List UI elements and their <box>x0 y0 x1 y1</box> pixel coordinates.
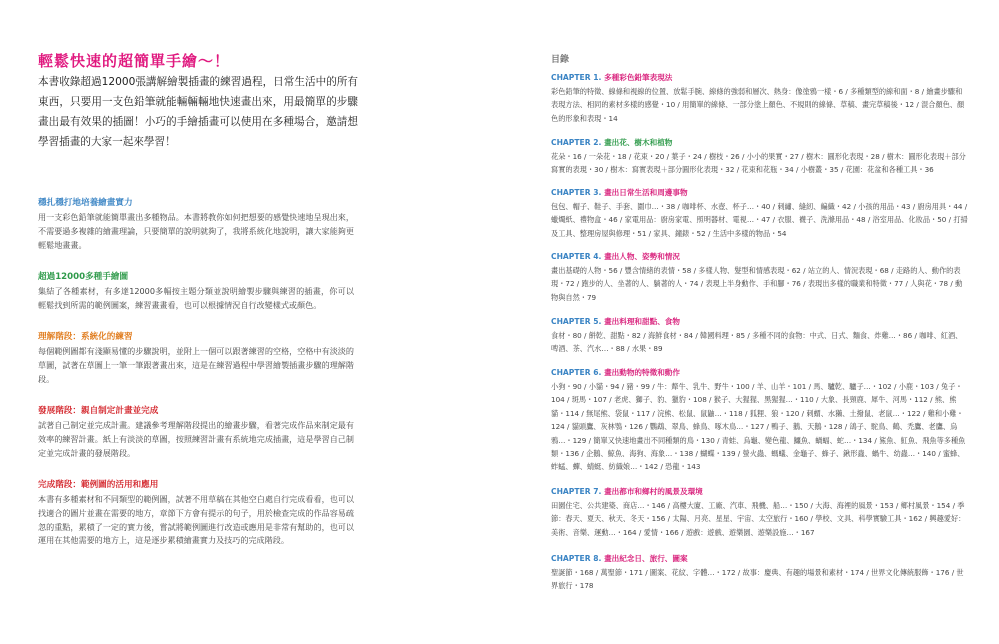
chapter-label: CHAPTER 3. <box>551 188 602 197</box>
chapter-contents: 花朵・16 / 一朵花・18 / 花束・20 / 葉子・24 / 樹枝・26 / 小小的果實・27 / 樹木：圓形化表現・28 / 樹木：圓形化表現＋部分寫實的表現・30 / 樹木：寫實表現＋部分圓形化表現・32 / 花束和花瓶・34 / 小樹叢・35 / 花園：花盆和各種工具・36 <box>551 152 966 175</box>
section-heading: 理解階段：系統化的練習 <box>38 332 133 342</box>
chapter-contents: 彩色鉛筆的特徵、線條和視線的位置、放鬆手腕、線條的強弱和層次、熱身：像塗鴉一樣・6 / 多種類型的線和面・8 / 繪畫步驟和表現方法、相同的素材多樣的感覺・10 / 用簡單的線條、一部分塗上顏色、不規則的線條、草稿、畫完草稿後・12 / 混合顏色、顏色的形象和表現・14 <box>551 87 965 123</box>
chapter-title: 畫出日常生活和周邊事物 <box>604 188 688 197</box>
section-body: 試著自己制定並完成計畫。建議參考理解階段提出的繪畫步驟，看著完成作品來制定最有效率的練習計畫。紙上有淡淡的草圖，按照練習計畫有系統地完成插畫，這是學習自己制定並完成計畫的發展階段。 <box>38 420 354 458</box>
chapter-label: CHAPTER 1. <box>551 73 602 82</box>
chapter-heading <box>551 486 969 497</box>
section-body: 用一支彩色鉛筆就能簡單畫出多種物品。本書將教你如何把想要的感覺快速地呈現出來，不需要過多複雜的繪畫理論，只要簡單的說明就夠了，我將系統化地說明，讓大家能夠更輕鬆地畫畫。 <box>38 212 354 250</box>
chapter-contents: 畫出基礎的人物・56 / 豐含情緒的表情・58 / 多樣人物、髮型和情感表現・62 / 站立的人、情況表現・68 / 走路的人、動作的表現・72 / 跑步的人、坐著的人、躺著的人・74 / 表現上半身動作、手和腳・76 / 表現出多樣的職業和特徵・77 / 人與花・78 / 動物與自然・79 <box>551 266 963 302</box>
section-heading: 完成階段：範例圖的活用和應用 <box>38 480 159 490</box>
chapter-heading <box>551 187 969 198</box>
chapter-heading <box>551 367 969 378</box>
section-body: 每個範例圖都有淺顯易懂的步驟說明，並附上一個可以跟著練習的空格，空格中有淡淡的草圖，試著在草圖上一筆一筆跟著畫出來，這是在練習過程中學習繪製插畫步驟的理解階段。 <box>38 346 354 384</box>
toc-page <box>551 0 971 644</box>
section-12000-drawings <box>38 270 354 313</box>
chapter-label: CHAPTER 4. <box>551 252 602 261</box>
section-heading: 穩扎穩打地培養繪畫實力 <box>38 198 133 208</box>
chapter-title: 畫出動物的特徵和動作 <box>604 368 680 377</box>
section-body: 本書有多種素材和不同類型的範例圖，試著不用草稿在其他空白處自行完成看看，也可以找適合的圖片並畫在需要的地方，章節下方會有提示的句子，用於檢查完成的作品容易疏忽的重點，累積了一定的實力後，嘗試將範例圖進行改造或應用是非常有幫助的，也可以運用在其他需要的地方上，這是逐步累積繪畫實力及技巧的完成階段。 <box>38 494 354 546</box>
chapter-contents: 聖誕節・168 / 萬聖節・171 / 圖案、花紋、字體…・172 / 故事：慶典、有趣的場景和素材・174 / 世界文化傳統服飾・176 / 世界旅行・178 <box>551 568 964 591</box>
chapter-label: CHAPTER 8. <box>551 554 602 563</box>
page-title: 輕鬆快速的超簡單手繪～！ <box>38 52 231 70</box>
section-heading: 超過12000多種手繪圖 <box>38 272 129 282</box>
chapter-contents: 小狗・90 / 小貓・94 / 豬・99 / 牛：犛牛、乳牛、野牛・100 / 羊、山羊・101 / 馬、驢乾、驢子…・102 / 小鹿・103 / 兔子・104 / 斑馬・107 / 老虎、獅子、豹、獵豹・108 / 猴子、大猩猩、黑猩猩…・110 / 大象、長頸鹿、犀牛、河馬・112 / 熊、熊貓・114 / 無尾熊、袋鼠・117 / 浣熊、松鼠、鼠鼬…・118 / 狐狸、狼・120 / 刺蝟、水獺、土撥鼠、老鼠…・122 / 雞和小雞・124 / 貓頭鷹、灰林鴞・126 / 鸚鵡、翠鳥、蜂鳥、啄木鳥…・127 / 鴨子、鵝、天鵝・128 / 鴿子、駝鳥、鶴、禿鷹、老鷹、烏鴉…・129 / 簡單又快速地畫出不同種類的鳥・130 / 青蛙、烏龜、變色龍、鱷魚、蝸蝠、蛇…・134 / 鯊魚、魟魚、飛魚等多種魚類・136 / 企鵝、鯨魚、海狗、海象…・138 / 蝴蝶・139 / 螢火蟲、螞蟻、金龜子、蜂子、鍬形蟲、蝸牛、幼蟲…・140 / 蜜蜂、蚱蜢、蟬、蜻蜓、紡織娘…・142 / 恐龍・143 <box>551 382 966 472</box>
toc-chapter-7 <box>551 486 969 539</box>
section-completion-stage <box>38 478 354 548</box>
chapter-title: 畫出人物、姿勢和情況 <box>604 252 680 261</box>
chapter-label: CHAPTER 7. <box>551 487 602 496</box>
toc-chapter-5 <box>551 316 969 356</box>
chapter-heading <box>551 316 969 327</box>
chapter-title: 畫出都市和鄉村的風景及環境 <box>604 487 703 496</box>
toc-chapter-6 <box>551 367 969 474</box>
chapter-title: 多種彩色鉛筆表現法 <box>604 73 673 82</box>
chapter-contents: 田園住宅、公共建築、商店…・146 / 高樓大廈、工廠、汽車、飛機、船…・150 / 大海、海裡的風景・153 / 鄉村風景・154 / 季節：春天、夏天、秋天、冬天・156 / 太陽、月亮、星星、宇宙、太空旅行・160 / 學校、文具、科學實驗工具・162 / 興趣愛好：美術、音樂、運動…・164 / 愛情・166 / 遊戲：遊戲、遊樂園、遊樂設施…・167 <box>551 501 966 537</box>
section-heading: 發展階段：親自制定計畫並完成 <box>38 406 159 416</box>
chapter-title: 畫出花、樹木和植物 <box>604 138 673 147</box>
intro-paragraph: 本書收錄超過12000張講解繪製插畫的練習過程，日常生活中的所有東西，只要用一支色鉛筆就能輛輛輛地快速畫出來，用最簡單的步驟畫出最有效果的插圖！小巧的手繪插畫可以使用在多種場合，邀請想學習插畫的大家一起來學習！ <box>38 76 358 148</box>
left-page <box>38 0 468 644</box>
toc-chapter-2 <box>551 137 969 177</box>
chapter-title: 畫出料理和甜點、食物 <box>604 317 680 326</box>
chapter-label: CHAPTER 5. <box>551 317 602 326</box>
section-practice-skill <box>38 196 354 252</box>
chapter-label: CHAPTER 2. <box>551 138 602 147</box>
toc-chapter-8 <box>551 553 969 593</box>
chapter-title: 畫出紀念日、旅行、圖案 <box>604 554 688 563</box>
section-understanding-stage <box>38 330 354 386</box>
chapter-label: CHAPTER 6. <box>551 368 602 377</box>
toc-title: 目錄 <box>551 55 570 65</box>
chapter-heading <box>551 137 969 148</box>
chapter-contents: 包包、帽子、鞋子、手套、圍巾…・38 / 咖啡杯、水壺、杯子…・40 / 刺繡、縫紉、編織・42 / 小孩的用品・43 / 廚房用具・44 / 蠟燭紙、禮物盒・46 / 家電用品：廚房家電、照明器材、電視…・47 / 衣服、襪子、洗滌用品・48 / 浴室用品、化妝品・50 / 打掃及工具、整理房屋與修理・51 / 家具、鐘錶・52 / 生活中多樣的物品・54 <box>551 202 968 238</box>
toc-chapter-4 <box>551 251 969 304</box>
chapter-contents: 食材・80 / 餅乾、甜點・82 / 海鮮食材・84 / 韓國料理・85 / 多種不同的食物：中式、日式、麵食、炸雞…・86 / 咖啡、紅酒、啤酒、茶、汽水…・88 / 水果・89 <box>551 331 963 354</box>
toc-chapter-1 <box>551 72 969 125</box>
section-development-stage <box>38 404 354 460</box>
chapter-heading <box>551 553 969 564</box>
toc-chapter-3 <box>551 187 969 240</box>
chapter-heading <box>551 72 969 83</box>
section-body: 集結了各種素材，有多達12000多幅按主題分類並說明繪製步驟與練習的插畫，你可以輕鬆找到所需的範例圖案，練習畫畫看，也可以根據情況自行改變樣式或顏色。 <box>38 286 354 310</box>
chapter-heading <box>551 251 969 262</box>
